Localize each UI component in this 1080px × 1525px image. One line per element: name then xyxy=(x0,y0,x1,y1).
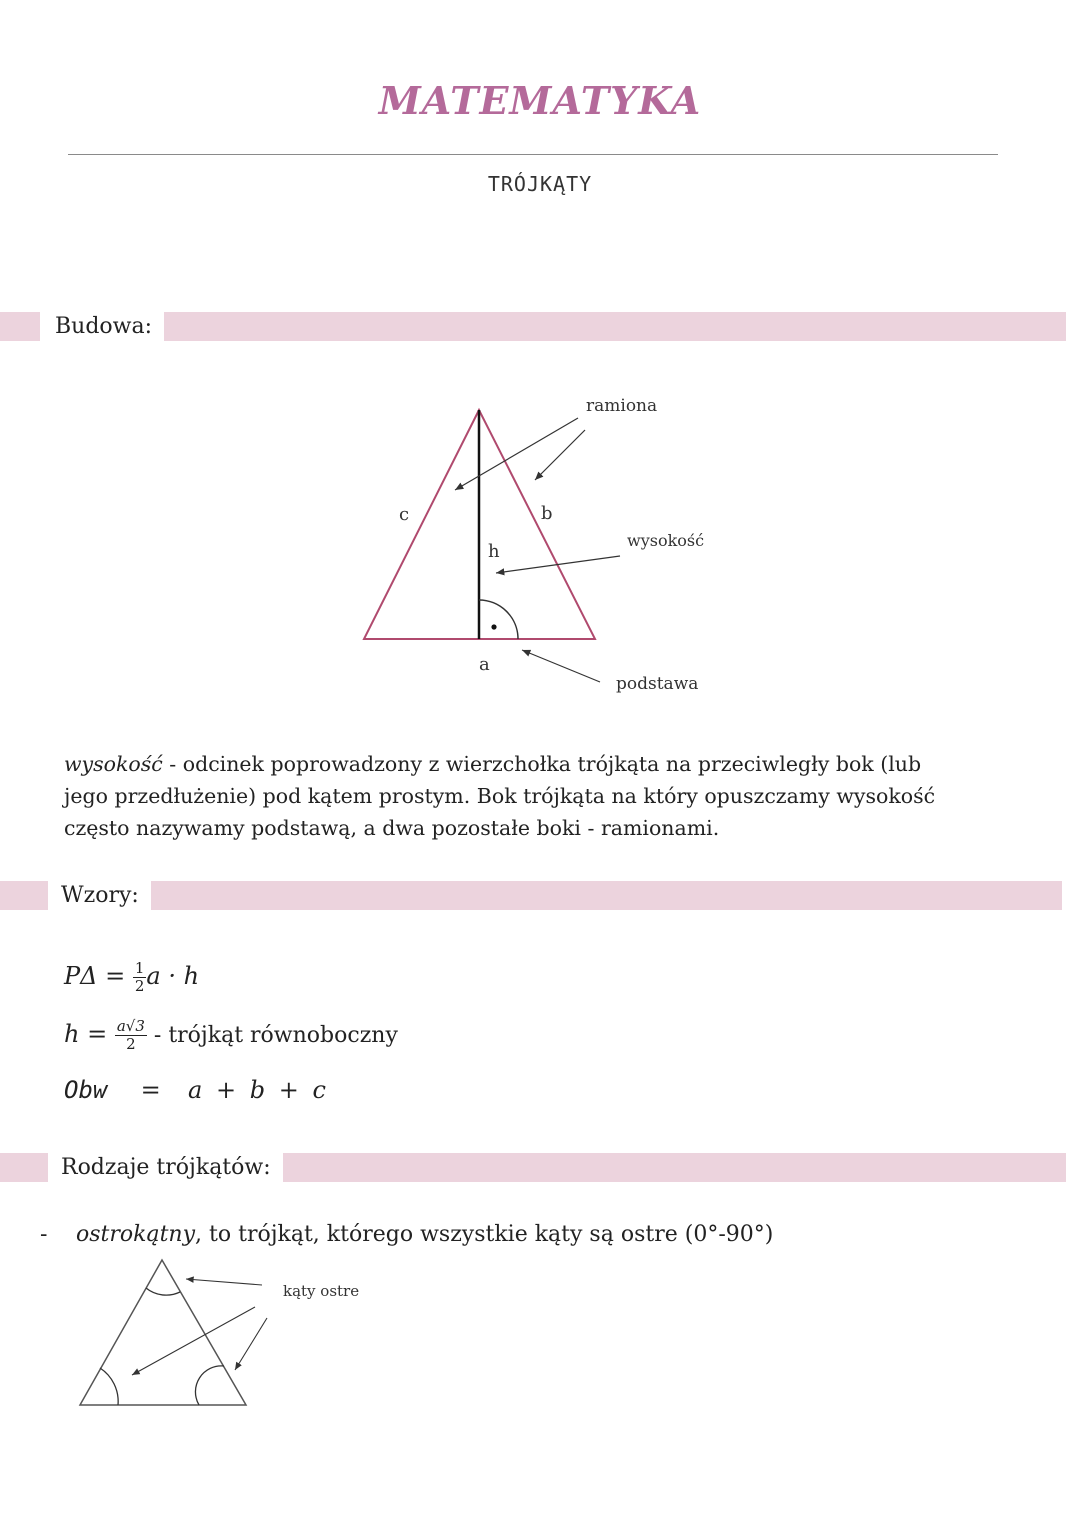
label-podstawa: podstawa xyxy=(616,674,699,694)
angle-arc-right xyxy=(195,1366,224,1405)
formula-height-fraction xyxy=(115,1018,147,1053)
formula-area-eq: = xyxy=(105,962,126,990)
formula-perimeter xyxy=(64,1076,326,1104)
acute-text: , to trójkąt, którego wszystkie kąty są ostre (0°-90°) xyxy=(195,1222,774,1247)
label-ramiona: ramiona xyxy=(586,396,658,416)
list-item-acute xyxy=(40,1222,773,1247)
section-band-left xyxy=(0,312,40,341)
section-heading-budowa: Budowa: xyxy=(43,312,164,341)
definition-paragraph xyxy=(64,748,964,844)
page-subtitle: TRÓJKĄTY xyxy=(487,172,593,196)
label-side-b: b xyxy=(541,503,553,524)
angle-arc-left xyxy=(100,1368,118,1405)
angle-arc-top xyxy=(146,1288,180,1295)
label-acute-angles: kąty ostre xyxy=(283,1282,360,1300)
arrow-angle-left xyxy=(132,1307,255,1375)
formula-area xyxy=(64,960,199,995)
formula-perimeter-rhs: a + b + c xyxy=(188,1076,326,1104)
acute-term: ostrokątny xyxy=(76,1222,196,1247)
formula-perimeter-eq: = xyxy=(140,1076,161,1104)
label-side-c: c xyxy=(399,504,410,525)
fraction-numerator: a√3 xyxy=(116,1017,145,1035)
section-heading-wzory: Wzory: xyxy=(49,881,151,910)
fraction-denominator: 2 xyxy=(126,1035,136,1053)
section-heading-rodzaje: Rodzaje trójkątów: xyxy=(49,1153,283,1182)
formula-height-lhs: h xyxy=(64,1020,80,1048)
label-height-h: h xyxy=(488,541,500,562)
section-band-left xyxy=(0,881,48,910)
section-band-right xyxy=(276,1153,1066,1182)
right-angle-dot xyxy=(491,624,496,629)
label-wysokosc: wysokość xyxy=(627,531,705,550)
arrow-wysokosc xyxy=(496,556,620,573)
formula-height-note: - trójkąt równoboczny xyxy=(146,1023,398,1048)
triangle-structure-diagram xyxy=(0,380,1080,710)
section-band-right xyxy=(150,881,1062,910)
arrow-ramiona-left xyxy=(455,418,578,490)
definition-text: - odcinek poprowadzony z wierzchołka trójkąta na przeciwległy bok (lub jego przedłużenie) pod kątem prostym. Bok trójkąta na który opuszczamy wysokość często nazywamy podstawą, a dwa pozostałe boki - ramionami. xyxy=(64,752,936,840)
arrow-ramiona-right xyxy=(535,430,585,480)
section-band-left xyxy=(0,1153,48,1182)
arrow-podstawa xyxy=(522,650,600,682)
label-side-a: a xyxy=(479,654,490,675)
section-band-right xyxy=(160,312,1066,341)
formula-area-fraction xyxy=(133,960,147,995)
right-angle-mark xyxy=(479,600,518,639)
header-divider xyxy=(68,154,998,155)
acute-triangle-diagram xyxy=(0,1250,420,1420)
page-title: MATEMATYKA xyxy=(378,78,702,123)
formula-area-lhs: PΔ xyxy=(64,962,98,990)
formula-height xyxy=(64,1018,398,1053)
formula-area-rhs: a · h xyxy=(146,962,200,990)
definition-term: wysokość xyxy=(64,752,163,776)
formula-perimeter-lhs: Obw xyxy=(64,1076,108,1104)
arrow-angle-right xyxy=(235,1318,267,1370)
fraction-numerator: 1 xyxy=(134,959,145,977)
fraction-denominator: 2 xyxy=(134,977,145,995)
formula-height-eq: = xyxy=(87,1020,108,1048)
arrow-angle-top xyxy=(186,1279,262,1285)
bullet-dash: - xyxy=(40,1222,48,1247)
